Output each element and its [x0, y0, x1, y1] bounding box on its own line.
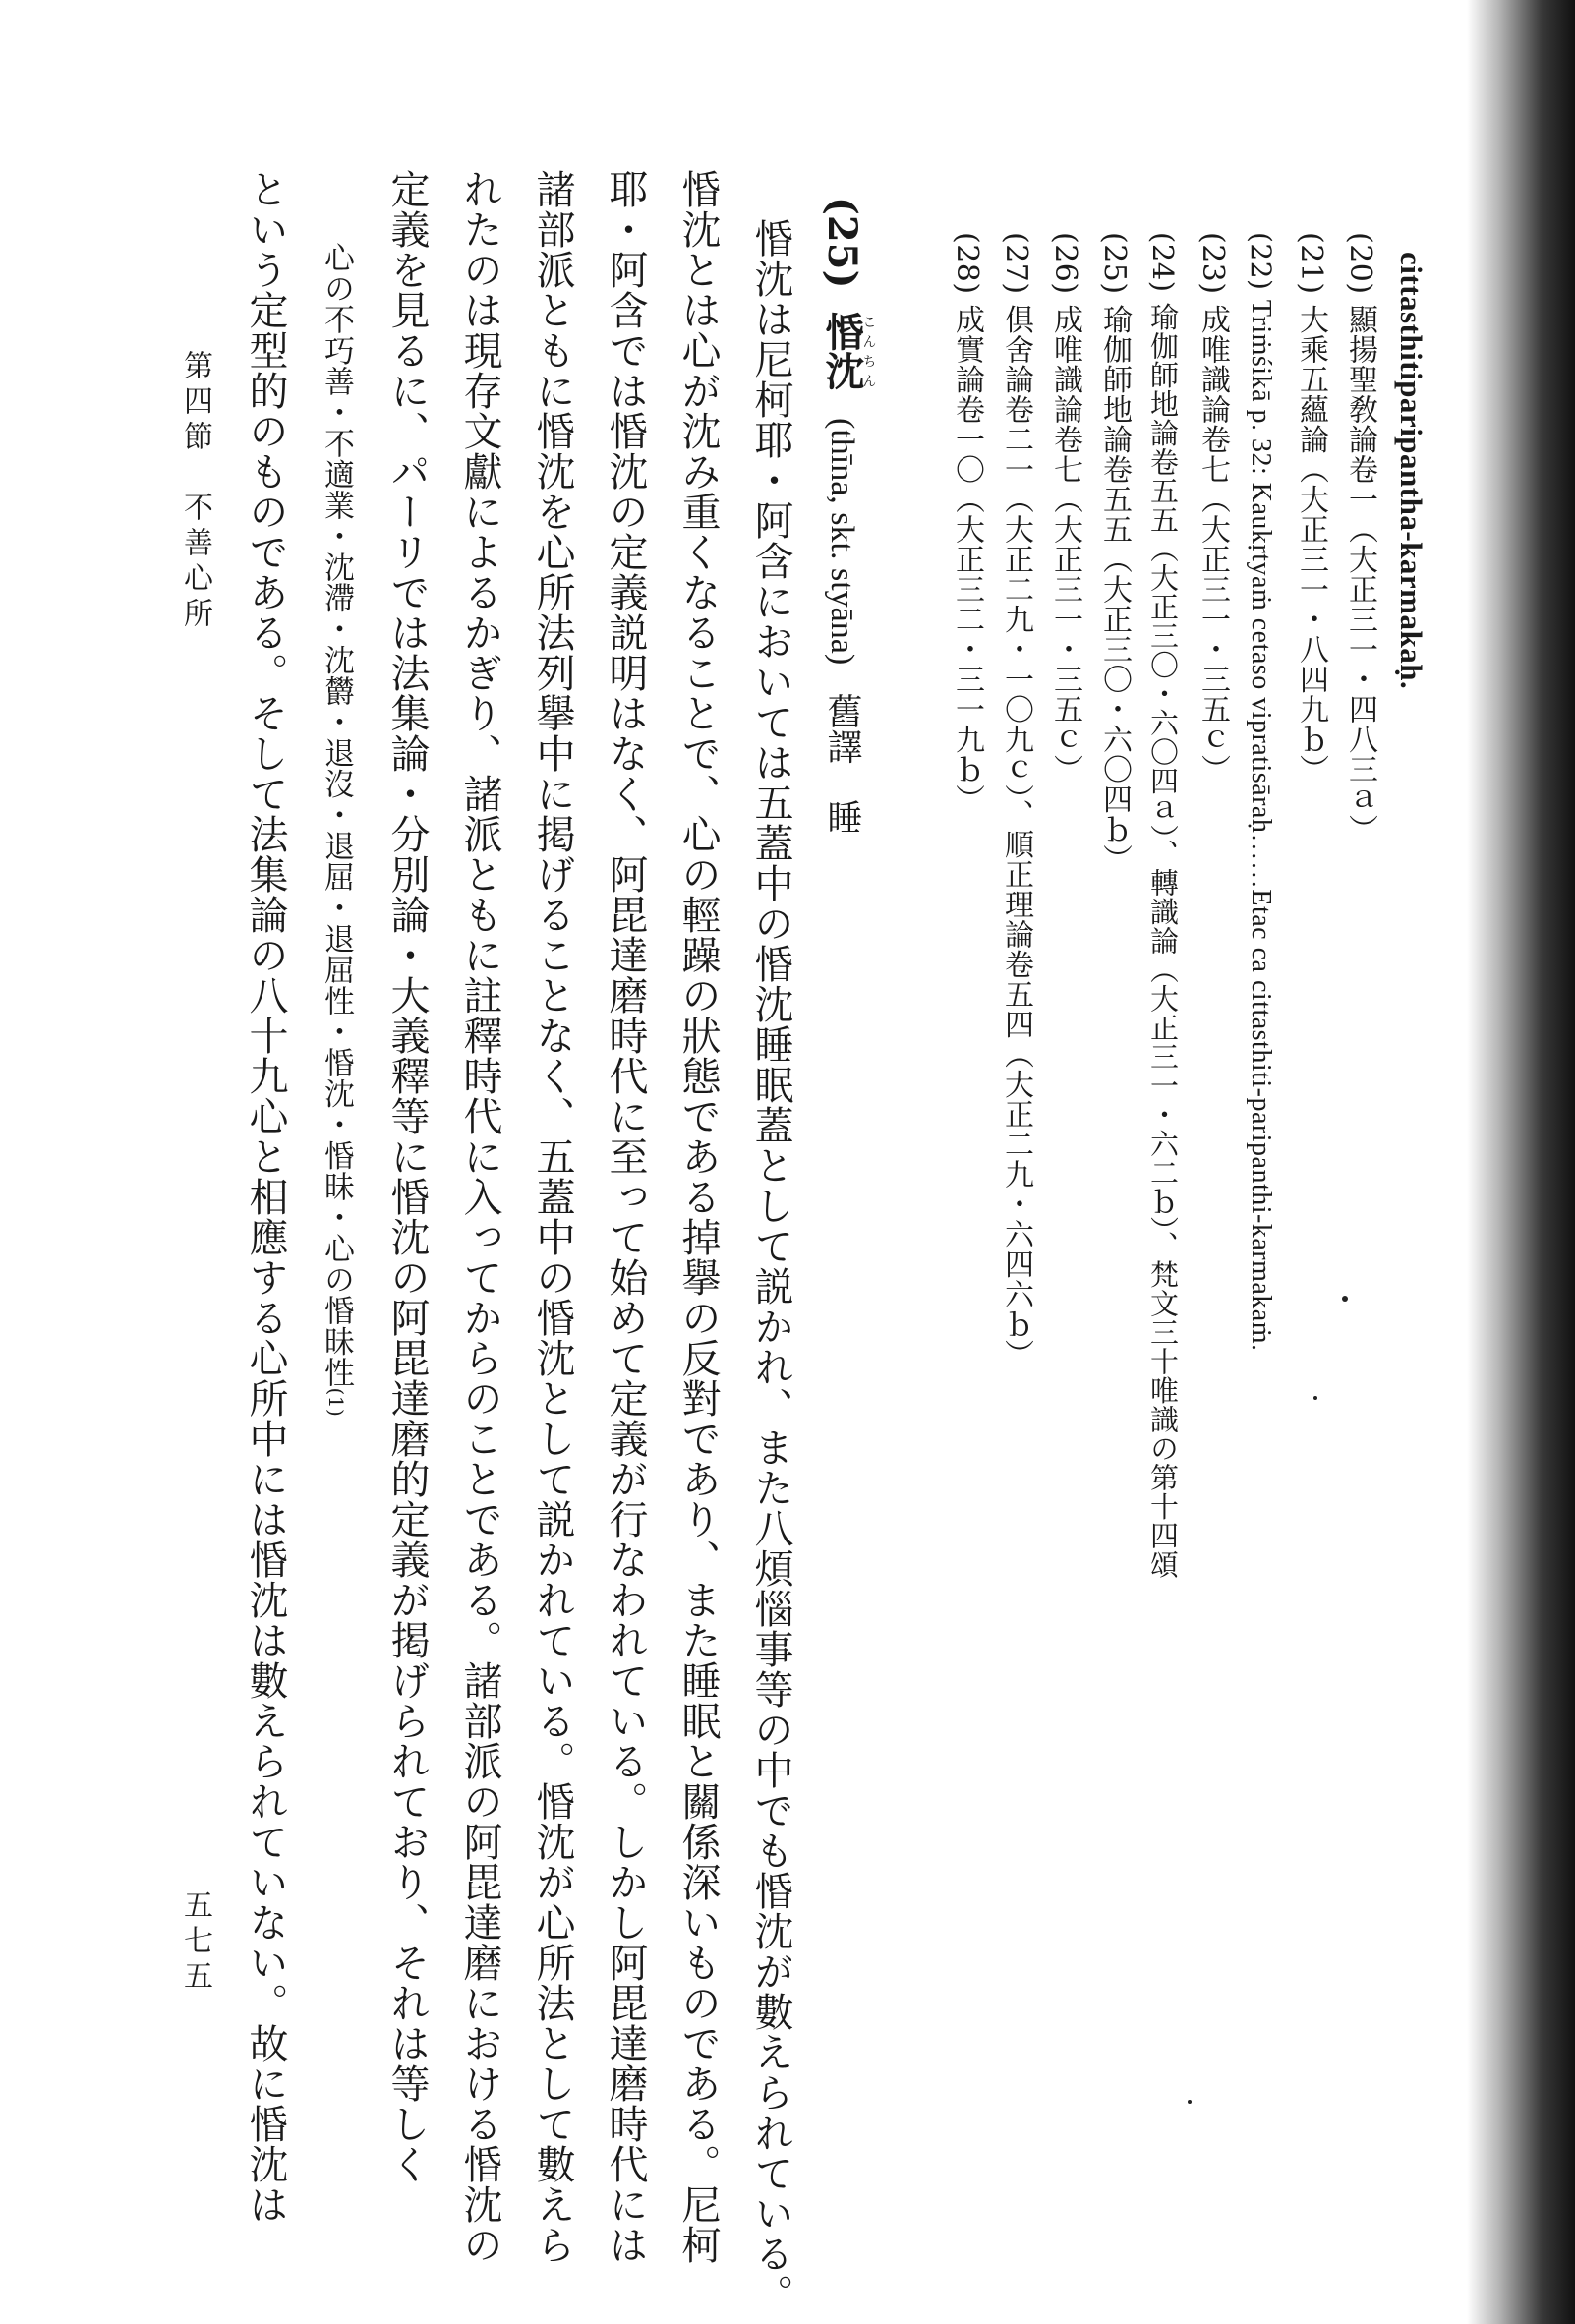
note-text: Triṁśikā p. 32: Kaukṛtyaṁ cetaso vipratisāraḥ……Etac ca cittasthiti-paripanthi-karmakaṁ. — [1246, 299, 1276, 1352]
section-heading — [819, 197, 877, 835]
scan-speck — [1188, 2100, 1192, 2104]
body-line: 惛沈は尼柯耶・阿含においては五蓋中の惛沈睡眠蓋として説かれ、また八煩惱事等の中でも惛沈が數えられている。 — [748, 218, 793, 2314]
body-line: 諸部派ともに惛沈を心所法列擧中に掲げることなく、五蓋中の惛沈として説かれている。惛沈が心所法として數えら — [530, 169, 575, 2265]
note-number: (20) — [1343, 232, 1377, 295]
page-number: 五七五 — [178, 1889, 212, 1996]
note-item-28 — [950, 232, 984, 815]
note-number: (27) — [999, 232, 1033, 295]
scan-edge-shadow — [1467, 0, 1575, 2324]
section-title — [819, 312, 877, 391]
note-number: (25) — [1097, 232, 1132, 295]
scan-speck — [1342, 1296, 1348, 1302]
note-number: (22) — [1245, 232, 1277, 291]
note-item-20 — [1343, 232, 1377, 844]
section-title-ruby: こんちん — [860, 312, 877, 391]
note-continuation: cittasthitiparipantha-karmakaḥ. — [1394, 252, 1429, 690]
note-text: 瑜伽師地論卷五五（大正三〇・六〇四ａ）、轉識論（大正三一・六二ｂ）、梵文三十唯識の第十四頌 — [1146, 302, 1180, 1579]
note-number: (21) — [1294, 232, 1328, 295]
note-text: 顯揚聖敎論卷一（大正三一・四八三ａ） — [1343, 304, 1377, 844]
section-title-text: 惛沈 — [819, 312, 865, 391]
section-number: (25) — [819, 197, 865, 289]
note-number: (24) — [1146, 232, 1180, 293]
body-line: 惛沈とは心が沈み重くなることで、心の輕躁の狀態である掉擧の反對であり、また睡眠と關係深いものである。尼柯 — [675, 169, 721, 2265]
section-romanization: (thīna, skt. styāna) — [824, 418, 860, 666]
note-item-23 — [1196, 232, 1230, 784]
quote-text: 心の不巧善・不適業・沈滯・沈欝・退沒・退屈・退屈性・惛沈・惛昧・心の惛昧性 — [319, 242, 354, 1388]
quoted-definition — [319, 242, 354, 1418]
body-line: 耶・阿含では惛沈の定義説明はなく、阿毘達磨時代に至って始めて定義が行なわれている。しかし阿毘達磨時代には — [603, 169, 648, 2265]
note-number: (26) — [1048, 232, 1082, 295]
section-old-translation: 舊譯 睡 — [822, 692, 862, 835]
note-item-27 — [999, 232, 1033, 1369]
note-text: 成唯識論卷七（大正三一・三五ｃ） — [1196, 304, 1230, 784]
note-text: 成唯識論卷七（大正三一・三五ｃ） — [1048, 304, 1082, 784]
body-line: れたのは現存文獻によるかぎり、諸派ともに註釋時代に入ってからのことである。諸部派の阿毘達磨における惛沈の — [457, 169, 502, 2265]
note-text: 瑜伽師地論卷五五（大正三〇・六〇四ｂ） — [1097, 304, 1132, 875]
note-item-26 — [1048, 232, 1082, 784]
body-line: 定義を見るに、パーリでは法集論・分別論・大義釋等に惛沈の阿毘達磨的定義が掲げられており、それは等しく — [384, 169, 430, 2184]
note-number: (23) — [1196, 232, 1230, 295]
note-item-21 — [1294, 232, 1328, 784]
quote-note-mark: (1) — [324, 1387, 348, 1418]
note-text: 大乘五蘊論（大正三一・八四九ｂ） — [1294, 304, 1328, 784]
note-item-25 — [1097, 232, 1132, 875]
note-text: 俱舍論卷二一（大正二九・一〇九ｃ）、順正理論卷五四（大正二九・六四六ｂ） — [999, 304, 1033, 1369]
note-item-24 — [1146, 232, 1180, 1579]
scan-speck — [1313, 1396, 1317, 1400]
note-text: 成實論卷一〇（大正三二・三一九ｂ） — [950, 304, 984, 815]
note-item-22 — [1245, 232, 1277, 1352]
body-line-last: という定型的のものである。そして法集論の八十九心と相應する心所中には惛沈は數えられていない。故に惛沈は — [243, 169, 288, 2225]
note-number: (28) — [950, 232, 984, 295]
running-footer: 第四節 不善心所 — [178, 350, 212, 633]
